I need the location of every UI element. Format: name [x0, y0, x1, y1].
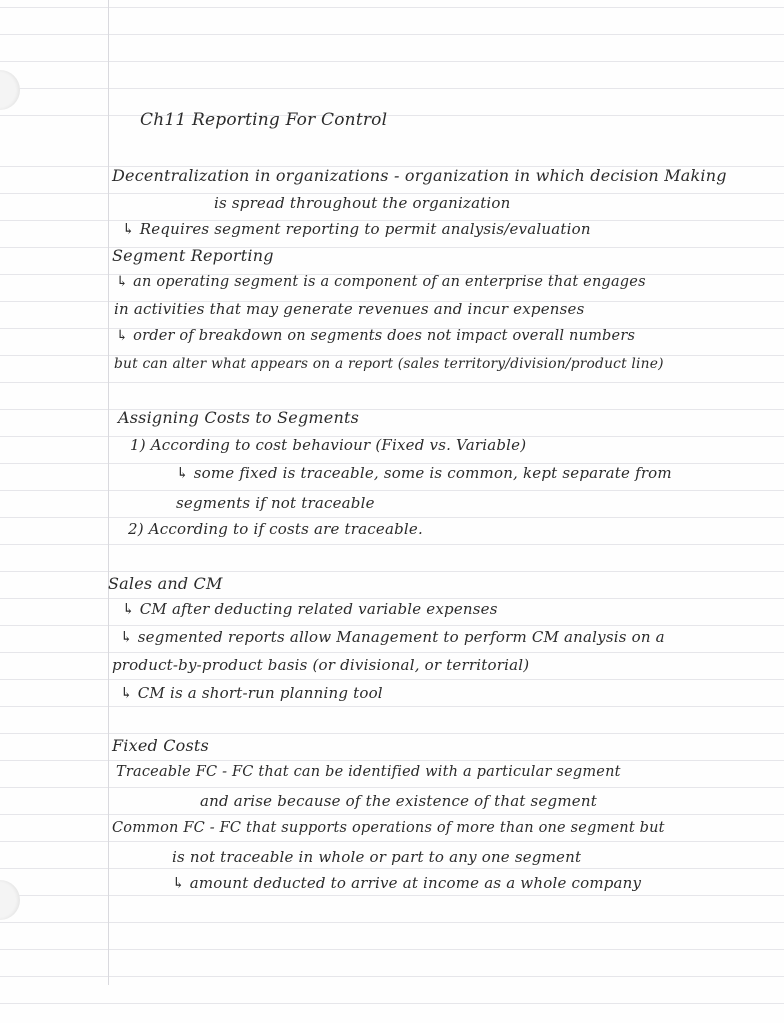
section-heading: Assigning Costs to Segments — [118, 408, 360, 427]
note-line: but can alter what appears on a report (sales territory/division/product line) — [114, 356, 664, 372]
note-line: ↳ an operating segment is a component of an enterprise that engages — [116, 274, 646, 290]
note-line: ↳ amount deducted to arrive at income as a whole company — [172, 874, 642, 892]
note-line: and arise because of the existence of that segment — [200, 792, 597, 810]
note-line: 1) According to cost behaviour (Fixed vs. Variable) — [130, 436, 527, 454]
note-line: 2) According to if costs are traceable. — [128, 520, 423, 538]
note-line: product-by-product basis (or divisional, or territorial) — [112, 656, 530, 674]
section-heading: Sales and CM — [108, 574, 223, 593]
note-line: ↳ Requires segment reporting to permit analysis/evaluation — [122, 220, 591, 238]
note-line: ↳ CM is a short-run planning tool — [120, 684, 383, 702]
note-line: Decentralization in organizations - organization in which decision Making — [112, 166, 727, 185]
note-line: ↳ order of breakdown on segments does not impact overall numbers — [116, 328, 636, 344]
note-line: is spread throughout the organization — [214, 194, 511, 212]
note-line: Traceable FC - FC that can be identified with a particular segment — [116, 764, 621, 780]
section-heading: Segment Reporting — [112, 246, 274, 265]
punch-hole — [0, 70, 20, 110]
note-line: is not traceable in whole or part to any one segment — [172, 848, 582, 866]
note-line: ↳ segmented reports allow Management to perform CM analysis on a — [120, 628, 665, 646]
note-line: Common FC - FC that supports operations of more than one segment but — [112, 820, 665, 836]
margin-line — [108, 0, 109, 985]
note-line: segments if not traceable — [176, 494, 375, 512]
note-line: ↳ CM after deducting related variable expenses — [122, 600, 498, 618]
section-heading: Fixed Costs — [112, 736, 209, 755]
page-title: Ch11 Reporting For Control — [140, 110, 388, 130]
punch-hole — [0, 880, 20, 920]
note-line: in activities that may generate revenues and incur expenses — [114, 300, 585, 318]
note-line: ↳ some fixed is traceable, some is common, kept separate from — [176, 464, 672, 482]
